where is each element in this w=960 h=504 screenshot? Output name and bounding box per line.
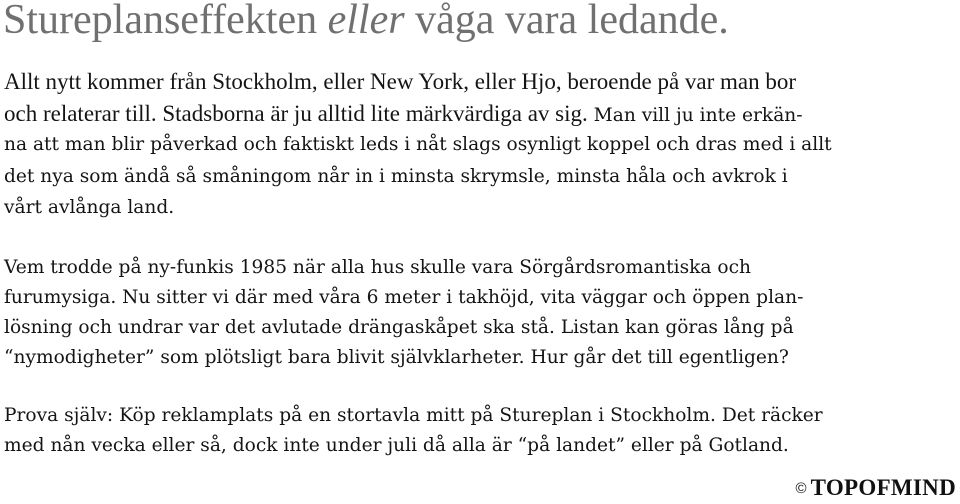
paragraph-2-line-3: lösning och undrar var det avlutade drängaskåpet ska stå. Listan kan göras lång på: [4, 317, 794, 338]
paragraph-1-line-1: [4, 66, 956, 98]
paragraph-3-line-2: med nån vecka eller så, dock inte under juli då alla är “på landet” eller på Gotland.: [4, 435, 789, 456]
brand-name: TOPOFMIND: [810, 475, 956, 500]
footer-brand-mark: [796, 475, 956, 501]
paragraph-2: [4, 253, 956, 373]
title-text-start: Stureplanseffekten: [3, 0, 328, 43]
text-segment: vårt avlånga land.: [4, 197, 175, 218]
paragraph-2-line-1: Vem trodde på ny-funkis 1985 när alla hus skulle vara Sörgårdsromantiska och: [4, 257, 751, 278]
paragraph-1: [4, 66, 956, 224]
paragraph-1-line-4: [4, 161, 956, 193]
title-emphasis: eller: [327, 0, 405, 43]
paragraph-3-line-1: Prova själv: Köp reklamplats på en stortavla mitt på Stureplan i Stockholm. Det räcker: [4, 405, 823, 426]
text-segment: det nya som ändå så småningom når in i minsta skrymsle, minsta håla och avkrok i: [4, 165, 788, 187]
text-segment: Allt nytt kommer från Stockholm, eller New York, eller Hjo, beroende på var man bor: [4, 69, 797, 94]
paragraph-1-line-5: [4, 192, 956, 224]
paragraph-1-line-2: [4, 98, 956, 130]
title-text-end: våga vara ledande.: [404, 0, 729, 43]
text-segment: na att man blir påverkad och faktiskt leds i nåt slags osynligt koppel och dras med i allt: [4, 134, 832, 155]
paragraph-2-line-4: “nymodigheter” som plötsligt bara blivit självklarheter. Hur går det till egentligen?: [4, 347, 789, 368]
paragraph-1-line-3: [4, 129, 956, 161]
text-segment: Man vill ju inte erkän-: [587, 104, 803, 126]
text-segment: och relaterar till. Stadsborna är ju alltid lite märkvärdiga av sig.: [4, 100, 588, 126]
paragraph-2-line-2: furumysiga. Nu sitter vi där med våra 6 meter i takhöjd, vita väggar och öppen plan-: [4, 287, 804, 308]
page-title: [3, 0, 955, 44]
paragraph-3: [4, 401, 956, 461]
copyright-icon: ©: [795, 480, 807, 497]
